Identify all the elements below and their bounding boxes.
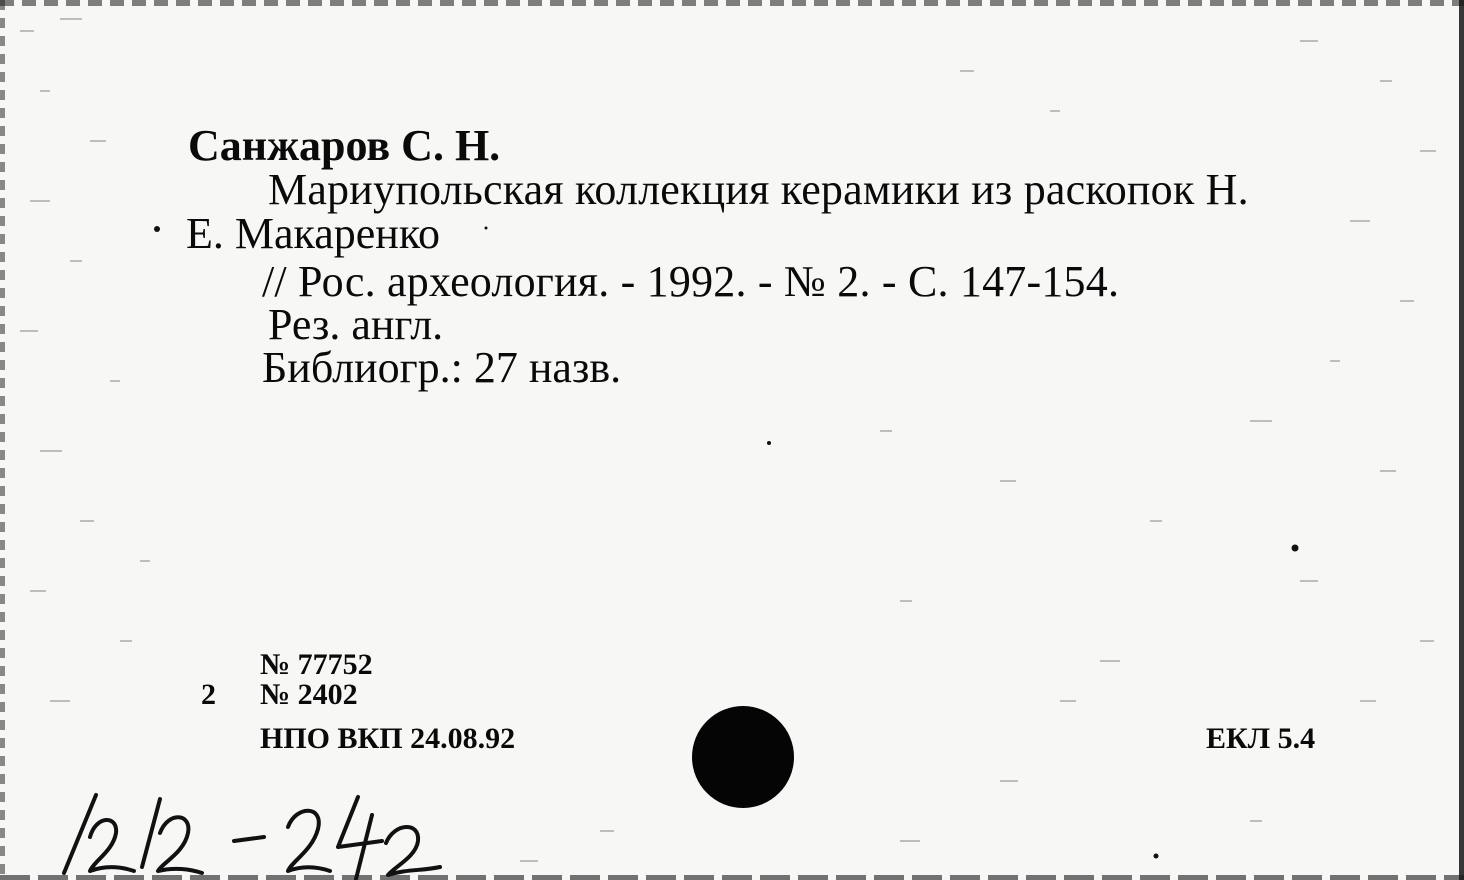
- inventory-number: № 2402: [260, 678, 358, 711]
- handwritten-shelf-mark: [56, 775, 476, 880]
- card-title-line-1: Мариупольская коллекция керамики из раскопок Н.: [268, 165, 1249, 214]
- card-title-line-2: Е. Макаренко: [186, 209, 440, 258]
- card-bibliography: Библиогр.: 27 назв.: [262, 343, 622, 392]
- organization-date: НПО ВКП 24.08.92: [260, 722, 516, 755]
- card-source: // Рос. археология. - 1992. - № 2. - С. 147-154.: [262, 257, 1120, 306]
- scan-edge-top: [0, 0, 1464, 6]
- scan-edge-right: [1459, 0, 1464, 880]
- classification-code: ЕКЛ 5.4: [1206, 722, 1316, 755]
- copies-count: 2: [201, 678, 216, 711]
- scan-edge-left: [0, 0, 5, 880]
- card-summary: Рез. англ.: [268, 300, 444, 349]
- card-author: Санжаров С. Н.: [188, 121, 501, 170]
- record-number: № 77752: [260, 648, 373, 681]
- punch-hole: [692, 706, 794, 808]
